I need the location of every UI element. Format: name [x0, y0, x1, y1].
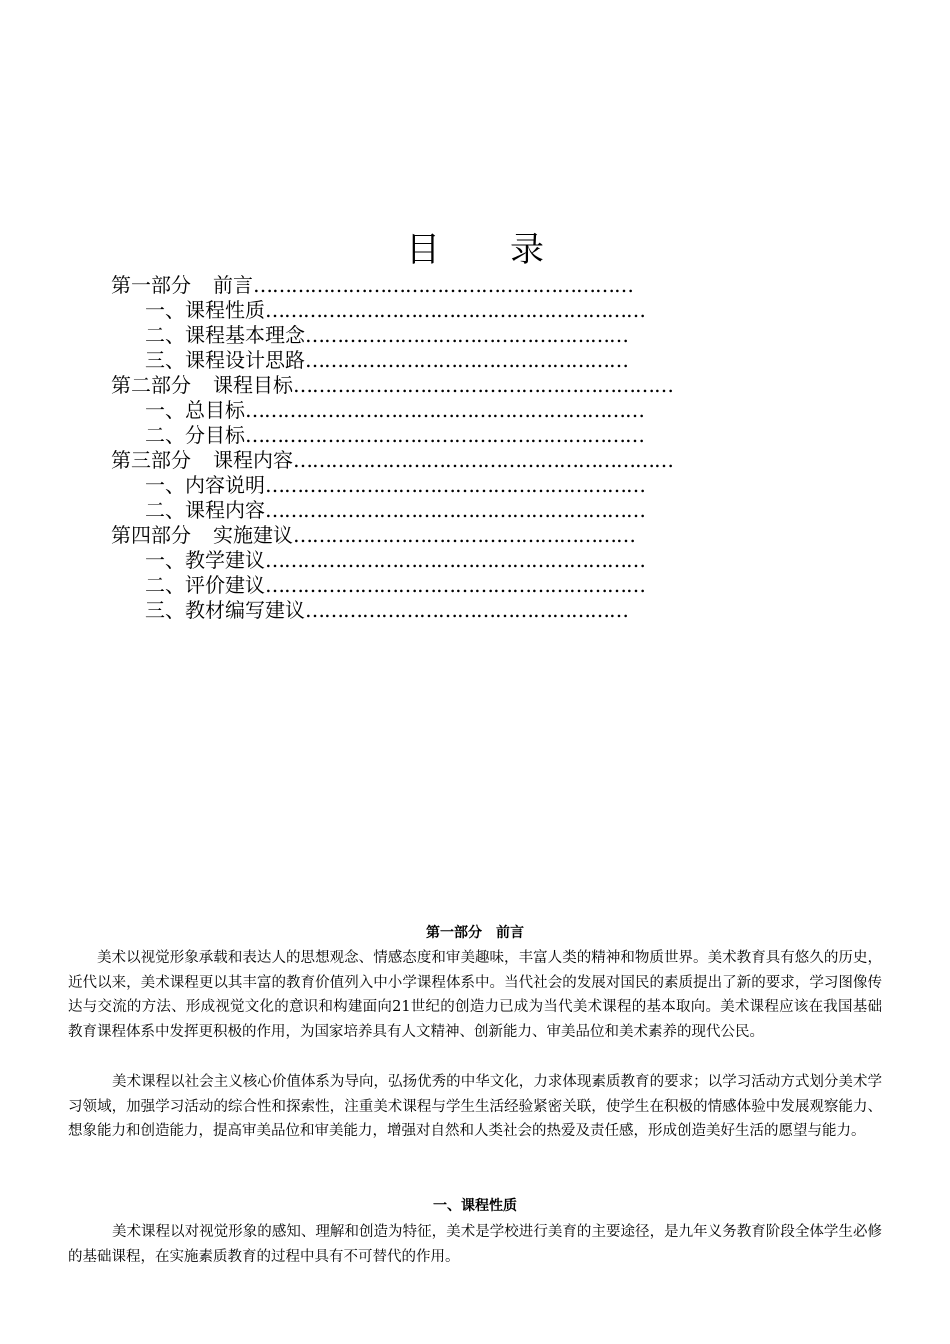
toc-entry[interactable]: [111, 323, 751, 348]
toc-dots: ………………………………………………………: [245, 398, 644, 422]
toc-part: 第四部分: [111, 523, 191, 547]
toc-entry[interactable]: [111, 398, 751, 423]
toc-entry[interactable]: [111, 598, 751, 623]
toc-dots: ……………………………………………………: [265, 548, 645, 572]
toc-dots: ……………………………………………: [305, 323, 628, 347]
part1-heading: 第一部分 前言: [426, 925, 524, 941]
toc-label: 一、总目标: [145, 398, 245, 422]
toc-label: 二、课程内容: [145, 498, 265, 522]
toc-label: 前言: [213, 273, 253, 297]
toc-dots: ……………………………………………………: [265, 498, 645, 522]
toc-dots: ……………………………………………………: [265, 298, 645, 322]
toc-entry[interactable]: [111, 423, 751, 448]
toc-entry[interactable]: [111, 473, 751, 498]
toc-label: 课程内容: [213, 448, 293, 472]
toc-part: 第二部分: [111, 373, 191, 397]
toc-entry[interactable]: [111, 523, 751, 548]
toc-entry[interactable]: [111, 273, 751, 298]
toc-label: 一、教学建议: [145, 548, 265, 572]
section1-heading: 一、课程性质: [433, 1198, 517, 1214]
toc-dots: ……………………………………………………: [265, 573, 645, 597]
toc-entry[interactable]: [111, 373, 751, 398]
toc-part: 第一部分: [111, 273, 191, 297]
toc-label: 一、内容说明: [145, 473, 265, 497]
toc-label: 二、评价建议: [145, 573, 265, 597]
toc-entry[interactable]: [111, 298, 751, 323]
toc-entry[interactable]: [111, 548, 751, 573]
toc-label: 三、教材编写建议: [145, 598, 305, 622]
toc-entry[interactable]: [111, 348, 751, 373]
toc-dots: ……………………………………………: [305, 598, 628, 622]
toc-dots: ……………………………………………………: [265, 473, 645, 497]
toc-title: 目录: [406, 230, 614, 270]
toc-label: 课程目标: [213, 373, 293, 397]
toc-entry[interactable]: [111, 448, 751, 473]
table-of-contents: [111, 273, 751, 623]
section1-paragraph-1: 美术课程以对视觉形象的感知、理解和创造为特征，美术是学校进行美育的主要途径，是九年义务教育阶段全体学生必修的基础课程，在实施素质教育的过程中具有不可替代的作用。: [68, 1224, 882, 1265]
toc-dots: ………………………………………………………: [245, 423, 644, 447]
toc-label: 三、课程设计思路: [145, 348, 305, 372]
toc-label: 实施建议: [213, 523, 293, 547]
toc-dots: ………………………………………………: [293, 523, 635, 547]
toc-dots: ……………………………………………: [305, 348, 628, 372]
toc-entry[interactable]: [111, 573, 751, 598]
toc-label: 二、分目标: [145, 423, 245, 447]
toc-label: 一、课程性质: [145, 298, 265, 322]
toc-label: 二、课程基本理念: [145, 323, 305, 347]
toc-dots: ……………………………………………………: [293, 448, 673, 472]
part1-paragraph-2: 美术课程以社会主义核心价值体系为导向，弘扬优秀的中华文化，力求体现素质教育的要求；以学习活动方式划分美术学习领域，加强学习活动的综合性和探索性，注重美术课程与学生生活经验紧密关联，使学生在积极的情感体验中发展观察能力、想象能力和创造能力，提高审美品位和审美能力，增强对自然和人类社会的热爱及责任感，形成创造美好生活的愿望与能力。: [68, 1074, 882, 1139]
toc-part: 第三部分: [111, 448, 191, 472]
toc-entry[interactable]: [111, 498, 751, 523]
toc-dots: ……………………………………………………: [253, 273, 633, 297]
part1-paragraph-1: 美术以视觉形象承载和表达人的思想观念、情感态度和审美趣味，丰富人类的精神和物质世界。美术教育具有悠久的历史，近代以来，美术课程更以其丰富的教育价值列入中小学课程体系中。当代社会的发展对国民的素质提出了新的要求，学习图像传达与交流的方法、形成视觉文化的意识和构建面向21世纪的创造力已成为当代美术课程的基本取向。美术课程应该在我国基础教育课程体系中发挥更积极的作用，为国家培养具有人文精神、创新能力、审美品位和美术素养的现代公民。: [68, 950, 882, 1040]
toc-dots: ……………………………………………………: [293, 373, 673, 397]
